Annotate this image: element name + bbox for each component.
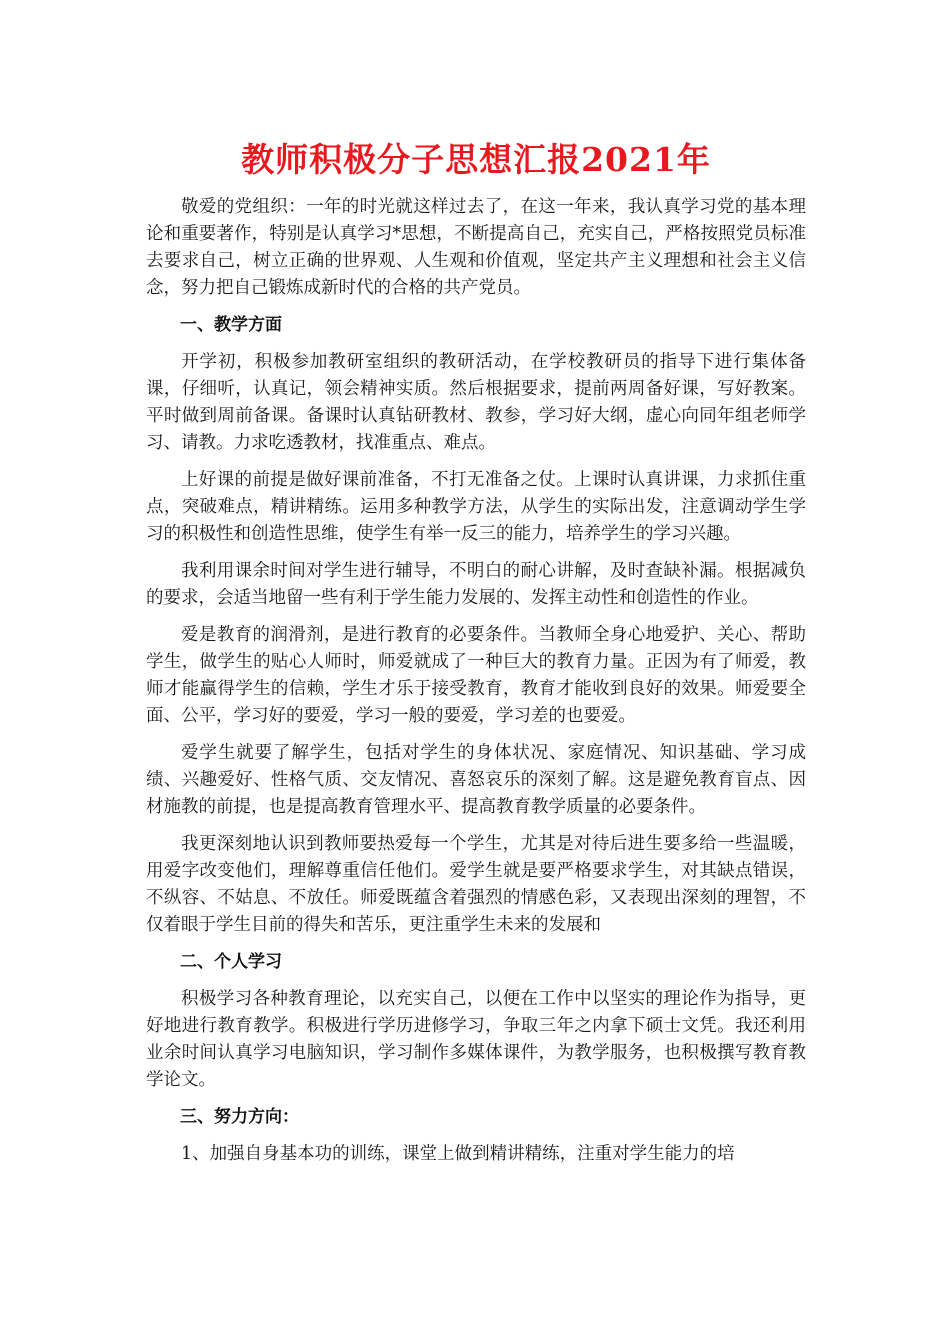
teaching-paragraph: 开学初，积极参加教研室组织的教研活动，在学校教研员的指导下进行集体备课，仔细听，认真记，领会精神实质。然后根据要求，提前两周备好课，写好教案。平时做到周前备课。备课时认真钻研教材、教参，学习好大纲，虚心向同年组老师学习、请教。力求吃透教材，找准重点、难点。 bbox=[146, 352, 806, 453]
teaching-paragraph: 我更深刻地认识到教师要热爱每一个学生，尤其是对待后进生要多给一些温暖，用爱字改变他们，理解尊重信任他们。爱学生就是要严格要求学生，对其缺点错误，不纵容、不姑息、不放任。师爱既蕴含着强烈的情感色彩，又表现出深刻的理智，不仅着眼于学生目前的得失和苦乐，更注重学生未来的发展和 bbox=[146, 834, 806, 935]
teaching-paragraph: 我利用课余时间对学生进行辅导，不明白的耐心讲解，及时查缺补漏。根据减负的要求，会适当地留一些有利于学生能力发展的、发挥主动性和创造性的作业。 bbox=[146, 561, 806, 608]
teaching-paragraph: 爱学生就要了解学生，包括对学生的身体状况、家庭情况、知识基础、学习成绩、兴趣爱好、性格气质、交友情况、喜怒哀乐的深刻了解。这是避免教育盲点、因材施教的前提，也是提高教育管理水平、提高教育教学质量的必要条件。 bbox=[146, 743, 806, 817]
document-title: 教师积极分子思想汇报2021年 bbox=[241, 140, 711, 179]
direction-paragraph: 1、加强自身基本功的训练，课堂上做到精讲精练，注重对学生能力的培 bbox=[181, 1144, 735, 1164]
section-heading-personal-study: 二、个人学习 bbox=[180, 952, 282, 972]
teaching-paragraph: 爱是教育的润滑剂，是进行教育的必要条件。当教师全身心地爱护、关心、帮助学生，做学生的贴心人师时，师爱就成了一种巨大的教育力量。正因为有了师爱，教师才能赢得学生的信赖，学生才乐于接受教育，教育才能收到良好的效果。师爱要全面、公平，学习好的要爱，学习一般的要爱，学习差的也要爱。 bbox=[146, 625, 806, 726]
document-body bbox=[146, 138, 806, 1178]
section-heading-teaching: 一、教学方面 bbox=[180, 315, 282, 335]
section-heading-direction: 三、努力方向： bbox=[180, 1107, 299, 1127]
teaching-paragraph: 上好课的前提是做好课前准备，不打无准备之仗。上课时认真讲课，力求抓住重点，突破难点，精讲精练。运用多种教学方法，从学生的实际出发，注意调动学生学习的积极性和创造性思维，使学生有举一反三的能力，培养学生的学习兴趣。 bbox=[146, 470, 806, 544]
study-paragraph: 积极学习各种教育理论，以充实自己，以便在工作中以坚实的理论作为指导，更好地进行教育教学。积极进行学历进修学习，争取三年之内拿下硕士文凭。我还利用业余时间认真学习电脑知识，学习制作多媒体课件，为教学服务，也积极撰写教育教学论文。 bbox=[146, 989, 806, 1090]
intro-paragraph: 敬爱的党组织：一年的时光就这样过去了，在这一年来，我认真学习党的基本理论和重要著作，特别是认真学习*思想，不断提高自己，充实自己，严格按照党员标准去要求自己，树立正确的世界观、人生观和价值观，坚定共产主义理想和社会主义信念，努力把自己锻炼成新时代的合格的共产党员。 bbox=[146, 197, 806, 298]
